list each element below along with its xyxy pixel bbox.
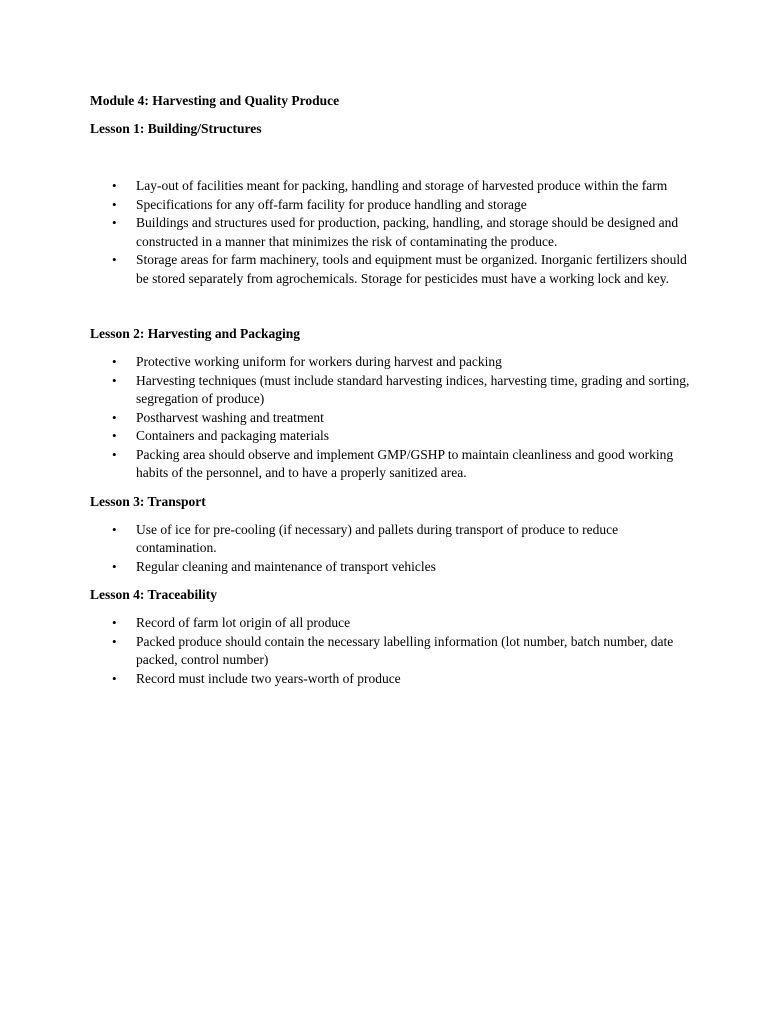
list-item — [90, 177, 690, 196]
lesson-2-title: Lesson 2: Harvesting and Packaging — [90, 326, 301, 341]
list-item — [90, 409, 690, 428]
list-item-text: Record must include two years-worth of produce — [136, 670, 401, 686]
bullet-icon: • — [112, 615, 117, 630]
list-item — [90, 446, 690, 483]
bullet-icon: • — [112, 633, 117, 649]
list-item — [90, 558, 690, 577]
list-item-text: Record of farm lot origin of all produce — [136, 615, 351, 630]
list-item — [90, 521, 690, 558]
bullet-icon: • — [112, 372, 117, 388]
lesson-1-title: Lesson 1: Building/Structures — [90, 121, 262, 136]
list-item — [90, 670, 690, 689]
list-item-text: Postharvest washing and treatment — [136, 409, 324, 425]
lesson-4-title: Lesson 4: Traceability — [90, 587, 217, 602]
list-item-text: Protective working uniform for workers during harvest and packing — [136, 354, 502, 369]
bullet-icon: • — [112, 521, 117, 537]
bullet-icon: • — [112, 215, 117, 230]
lesson-4-list — [90, 614, 690, 688]
bullet-icon: • — [112, 354, 117, 369]
lesson-1-list — [90, 177, 690, 288]
list-item — [90, 372, 690, 409]
lesson-2-list — [90, 353, 690, 483]
lesson-3-title: Lesson 3: Transport — [90, 493, 206, 509]
bullet-icon: • — [112, 409, 117, 425]
bullet-icon: • — [112, 446, 117, 462]
list-item-text: Lay-out of facilities meant for packing, handling and storage of harvested produce within the farm — [136, 178, 668, 193]
bullet-icon: • — [112, 428, 117, 443]
lesson-3-list — [90, 521, 690, 577]
list-item — [90, 353, 690, 372]
list-item-text: Packing area should observe and implement GMP/GSHP to maintain cleanliness and good working habits of the personnel, and to have a properly sanitized area. — [136, 446, 674, 480]
list-item-text: Specifications for any off-farm facility for produce handling and storage — [136, 196, 527, 212]
document-page — [90, 92, 690, 688]
list-item-text: Buildings and structures used for production, packing, handling, and storage should be designed and constructed in a manner that minimizes the risk of contaminating the produce. — [136, 215, 679, 249]
list-item-text: Containers and packaging materials — [136, 428, 330, 443]
module-title: Module 4: Harvesting and Quality Produce — [90, 93, 340, 108]
bullet-icon: • — [112, 558, 117, 574]
list-item — [90, 214, 690, 251]
bullet-icon: • — [112, 670, 117, 686]
list-item-text: Regular cleaning and maintenance of transport vehicles — [136, 558, 436, 574]
list-item-text: Storage areas for farm machinery, tools and equipment must be organized. Inorganic fertilizers should be stored separately from agrochemicals. Storage for pesticides must have a working lock and key. — [136, 252, 687, 286]
list-item-text: Packed produce should contain the necessary labelling information (lot number, batch number, date packed, control number) — [136, 633, 674, 667]
list-item — [90, 633, 690, 670]
list-item-text: Use of ice for pre-cooling (if necessary) and pallets during transport of produce to reduce contamination. — [136, 521, 619, 555]
bullet-icon: • — [112, 196, 117, 212]
list-item — [90, 251, 690, 288]
list-item — [90, 196, 690, 215]
list-item-text: Harvesting techniques (must include standard harvesting indices, harvesting time, grading and sorting, segregation of produce) — [136, 372, 690, 406]
bullet-icon: • — [112, 178, 117, 193]
list-item — [90, 614, 690, 633]
list-item — [90, 427, 690, 446]
bullet-icon: • — [112, 252, 117, 267]
